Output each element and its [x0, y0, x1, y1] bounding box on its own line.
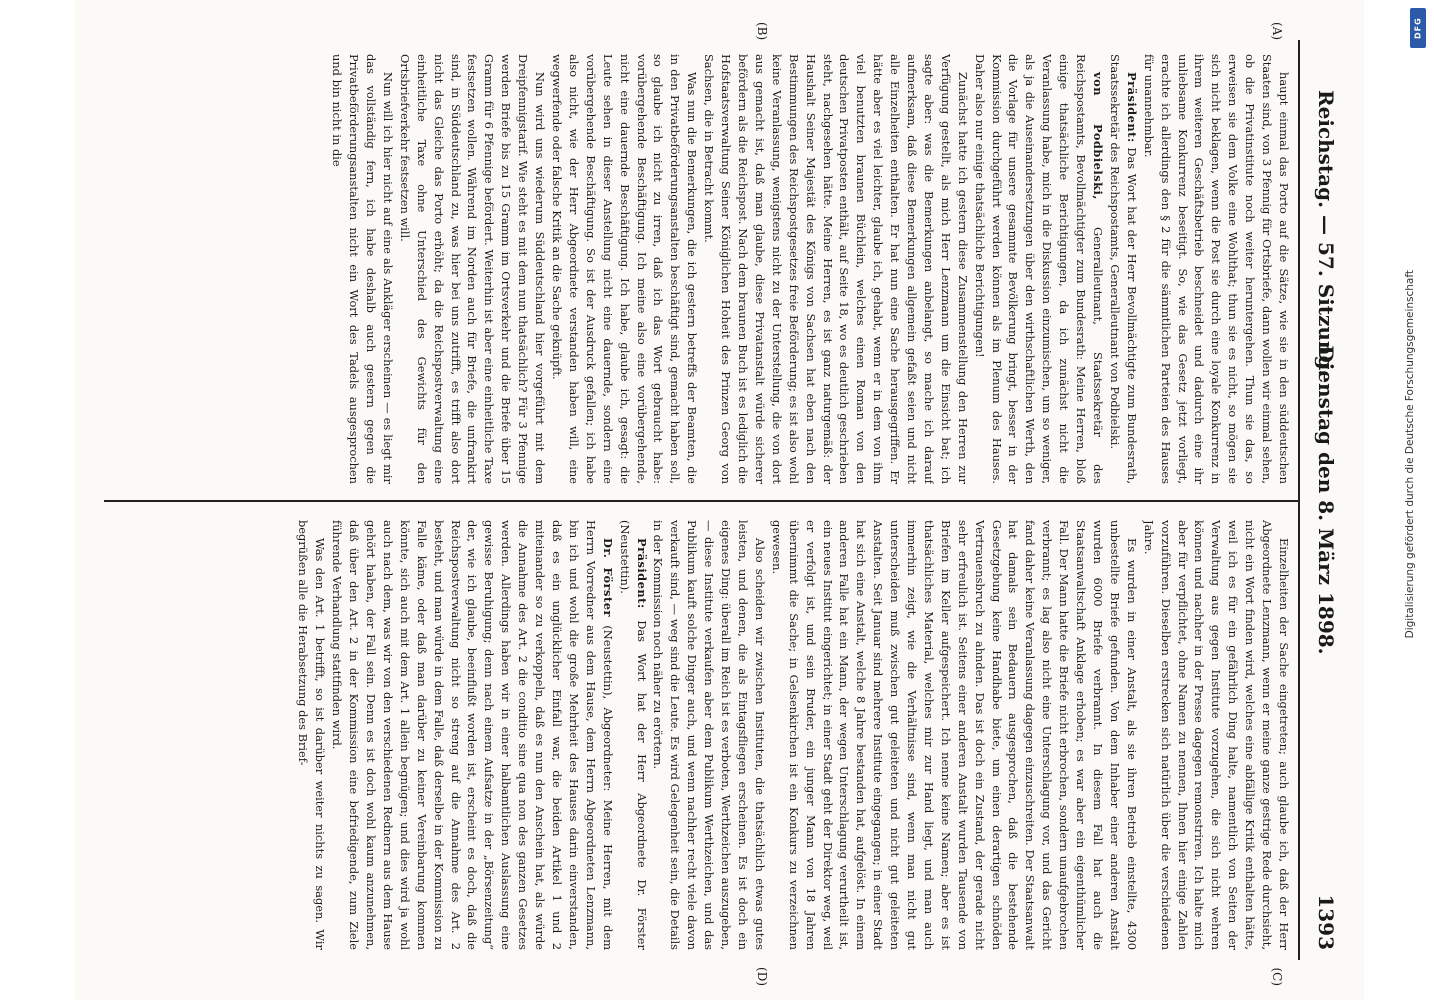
paragraph-text: Das Wort hat der Herr Abgeordnete Dr. Förster (Neustettin).	[617, 520, 649, 950]
digitization-credit: Digitalisierung gefördert durch die Deutsche Forschungsgemeinschaft	[1404, 270, 1416, 639]
paragraph-text: Generalleutnant, Staatssekretär des Reichspostamts, Bevollmächtigter zum Bundesrath: Meine Herren, bloß einige thatsächliche Berichtigungen, da ich zunächst nicht die Veranlassung habe, mich in die Diskussion einzumischen, um so weniger, als ja die Auseinandersetzungen über den wirthschaftlichen Werth, den die Vorlage für unsere gesammte Bevölkerung bringt, besser in der Kommission durchgeführt werden können als im Plenum des Hauses. Daher also nur einige thatsächliche Berichtigungen!	[972, 54, 1106, 484]
digitization-note	[1400, 0, 1434, 1000]
margin-letter-a: (A)	[1270, 22, 1284, 41]
paragraph	[971, 54, 1106, 484]
paragraph: haupt einmal das Porto auf die Sätze, wie sie in den süddeutschen Staaten sind, von 3 Pfennig für Ortsbriefe, dann wollen wir einmal sehen, ob die Privatinstitute noch weiter heruntergehen. Thun sie das, so erweisen sie dem Volke eine Wohlthat; thun sie es nicht, so mögen sie sich nicht beklagen, wenn die Post sie durch eine loyale Konkurrenz in ihrem weiteren Geschäftsbetrieb beschneidet und dadurch eine ihr unliebsame Konkurrenz beseitigt. So, wie das Gesetz jetzt vorliegt, erachte ich allerdings den § 2 für die sämmtlichen Parteien des Hauses für unannehmbar.	[1141, 54, 1291, 484]
paragraph	[328, 520, 615, 950]
paragraph-text: (Neustettin), Abgeordneter: Meine Herren, mit dem Herrn Vorredner aus dem Hause, dem Herrn Abgeordneten Lenzmann, bin ich und wohl die große Mehrheit des Hauses darin einverstanden, daß es ein unglücklicher Einfall war, die beiden Artikel 1 und 2 miteinander so zu verkoppeln, daß es nun den Anschein hat, als würde die Annahme des Art. 2 die conditio sine qua non des ganzen Gesetzes werden. Allerdings haben wir in einer halbamtlichen Auslassung eine gewisse Beruhigung; denn nach einem Aufsatze in der „Börsenzeitung“ der, wie ich glaube, beeinflußt worden ist, erscheint es doch, daß die Reichspostverwaltung nicht so streng auf die Annahme des Art. 2 besteht, und man würde in dem Falle, daß derselbe in der Kommission zu Falle käme, oder daß man darüber zu keiner Vereinbarung kommen könnte, sich auch mit dem Art. 1 allein begnügen; und dies wird ja wohl auch nach dem, was wir von den verschiedenen Rednern aus dem Hause gehört haben, der Fall sein. Denn es ist doch wohl kaum anzunehmen, daß über den Art. 2 in der Kommission eine befriedigende, zum Ziele führende Verhandlung stattfinden wird.	[330, 520, 615, 950]
paragraph	[1106, 54, 1140, 484]
paragraph: Es wurden in einer Anstalt, als sie ihren Betrieb einstellte, 4300 unbestellte Briefe gefunden. Von dem Inhaber einer anderen Anstalt wurden 6000 Briefe verbrannt. In diesem Fall hat auch die Staatsanwaltschaft Anklage erhoben; es war aber ein eigenthümlicher Fall. Der Mann hatte die Briefe nicht erbrochen, sondern unaufgebrochen verbrannt; es lag also nicht eine Unterschlagung vor, und das Gericht fand daher keine Veranlassung dagegen einzuschreiten. Der Staatsanwalt hat damals sein Bedauern ausgesprochen, daß die bestehende Gesetzgebung keine Handhabe biete, um einen derartigen schnöden Vertrauensbruch zu ahnden. Das ist doch ein Zustand, der gerade nicht sehr erfreulich ist. Seitens einer anderen Anstalt wurden Tausende von Briefen im Keller aufgespeichert. Ich nenne keine Namen; aber es ist thatsächliches Material, welches mir zur Hand liegt, und man auch immerhin zeigt, wie die Verhältnisse sind, wenn man nicht gut unterscheiden muß zwischen gut geleiteten und nicht gut geleiteten Anstalten. Seit Januar sind mehrere Institute eingegangen; in einer Stadt hat sich eine Anstalt, welche 8 Jahre bestanden hat, aufgelöst. In einem anderen Falle hat ein Mann, der wegen Unterschlagung verurtheilt ist, ein neues Institut eingerichtet; in einer Stadt geht der Direktor weg, weil er verfolgt ist, und sein Bruder, ein junger Mann von 18 Jahren übernimmt die Sache; in Gelsenkirchen ist ein Konkurs zu verzeichnen gewesen.	[769, 520, 1139, 950]
header-session: Reichstag. — 57. Sitzung.	[1314, 90, 1338, 377]
paragraph: Einzelheiten der Sache eingetreten; auch glaube ich, daß der Herr Abgeordnete Lenzmann, wenn er meine ganze gestrige Rede durchsieht, nicht ein Wort finden wird, welches eine abfällige Kritik enthalten hätte, weil ich es für ein gefährlich Ding halte, namentlich von Seiten der Verwaltung aus gegen Institute vorzugehen, die sich nicht wehren können und nachher in der Presse dagegen remonstriren. Ich halte mich aber für verpflichtet, ohne Namen zu nennen, Ihnen hier einige Zahlen vorzuführen. Dieselben erstrecken sich natürlich über die verschiedenen Jahre.	[1141, 520, 1291, 950]
paragraph: Was den Art. 1 betrifft, so ist darüber weiter nichts zu sagen. Wir begrüßen alle die Herabsetzung des Brief-	[296, 520, 328, 950]
header-date: Dienstag den 8. März 1898.	[1314, 345, 1338, 655]
left-column	[104, 54, 1292, 484]
page-number: 1393	[1314, 894, 1338, 950]
margin-letter-b: (B)	[755, 22, 769, 41]
dfg-logo: DFG	[1410, 8, 1426, 48]
speaker-name: von Podbielski,	[1091, 72, 1106, 200]
page-header	[1298, 30, 1338, 970]
paragraph	[616, 520, 650, 950]
paragraph: Was nun die Bemerkungen, die ich gestern betreffs der Beamten, die in den Privatbeförderungsanstalten beschäftigt sind, gemacht haben soll, so glaube ich nicht zu irren, daß ich das Wort gebraucht habe: vorübergehende Beschäftigung. Ich meine also eine vorübergehende, nicht eine dauernde Beschäftigung. Ich habe, glaube ich, gesagt: die Leute sehen in dieser Anstellung nicht eine dauernde, sondern eine vorübergehende Beschäftigung. So ist der Ausdruck gefallen; ich habe also nicht, wie der Herr Abgeordnete verstanden haben will, eine wegwerfende oder falsche Kritik an die Sache geknüpft.	[550, 54, 700, 484]
speaker-name: Dr. Förster	[600, 538, 615, 617]
paragraph: Nun wird uns wiederum Süddeutschland hier vorgeführt mit dem Dreipfennigstarif. Wie steht es mit dem nun thatsächlich? Für 3 Pfennige werden Briefe bis zu 15 Gramm im Ortsverkehr und die Briefe über 15 Gramm für 6 Pfennige befördert. Weiterhin ist aber eine einheitliche Taxe festsetzen wollen. Während im Norden auch für Briefe, die unfrankirt sind, in Süddeutschland zu, was hier bei uns zutrifft, es trifft also dort nicht das Gleiche das Porto erhöht; da die Reichspostverwaltung eine einheitliche Taxe ohne Unterschied des Gewichts für den Ortsbriefverkehr festsetzen will.	[397, 54, 548, 484]
speaker-name: Präsident:	[634, 538, 649, 609]
rotated-document-page	[74, 0, 1364, 1000]
margin-letter-c: (C)	[1270, 967, 1284, 986]
paragraph-text: Das Wort hat der Herr Bevollmächtigte zum Bundesrath, Staatssekretär des Reichspostamts, Generalleutnant von Podbielski.	[1107, 54, 1139, 484]
paragraph: Zunächst hatte ich gestern diese Zusammenstellung den Herren zur Verfügung gestellt, als mich Herr Lenzmann um die Einsicht bat; ich sagte aber: was die Bemerkungen anbelangt, so mache ich darauf aufmerksam, daß diese Bemerkungen allgemein gefaßt seien und nicht alle Einzelheiten enthalten. Er hat nun eine Sache herausgegriffen. Er hätte aber es viel leichter, glaube ich, gehabt, wenn er in dem von ihm viel benutzten braunen Büchlein, welches einen Roman von den deutschen Privatposten enthält, auf Seite 18, wo es deutlich geschrieben steht, nachgesehen hätte. Meine Herren, es ist ganz naturgemäß: der Haushalt Seiner Majestät des Königs von Sachsen hat eben nach den Bestimmungen des Reichspostgesetzes freie Beförderung; es ist also wohl keine Veranlassung, wenigstens nicht zu der Unterstellung, die von dort aus gemacht ist, daß man glaube, diese Privatanstalt würde sicherer befördern als die Reichspost. Nach dem braunen Buch ist es lediglich die Hofstaatsverwaltung Seiner Königlichen Hoheit des Prinzen Georg von Sachsen, die in Betracht kommt.	[702, 54, 970, 484]
speaker-name: Präsident:	[1124, 72, 1139, 143]
paragraph: Nun will ich hier nicht auf eine als Ankläger erscheinen — es liegt mir das vollständig fern, ich habe deshalb auch gestern gegen die Privatbeförderungsanstalten nicht ein Wort des Tadels ausgesprochen und bin nicht in die	[330, 54, 395, 484]
margin-letter-d: (D)	[755, 967, 769, 986]
paragraph: Also scheiden wir zwischen Instituten, die thatsächlich etwas gutes leisten, und denen, die als Eintagsfliegen erscheinen. Es ist doch ein eigenes Ding: überall im Reich ist es verboten, Werthzeichen auszugeben, — diese Institute verkaufen aber dem Publikum Werthzeichen, und das Publikum kauft solche Dinger auch, und wenn nachher recht viele davon verkauft sind, — weg sind die Leute. Es wird Gelegenheit sein, die Details in der Kommission noch näher zu erörtern.	[651, 520, 767, 950]
column-divider	[104, 500, 1300, 502]
right-column	[104, 520, 1292, 950]
